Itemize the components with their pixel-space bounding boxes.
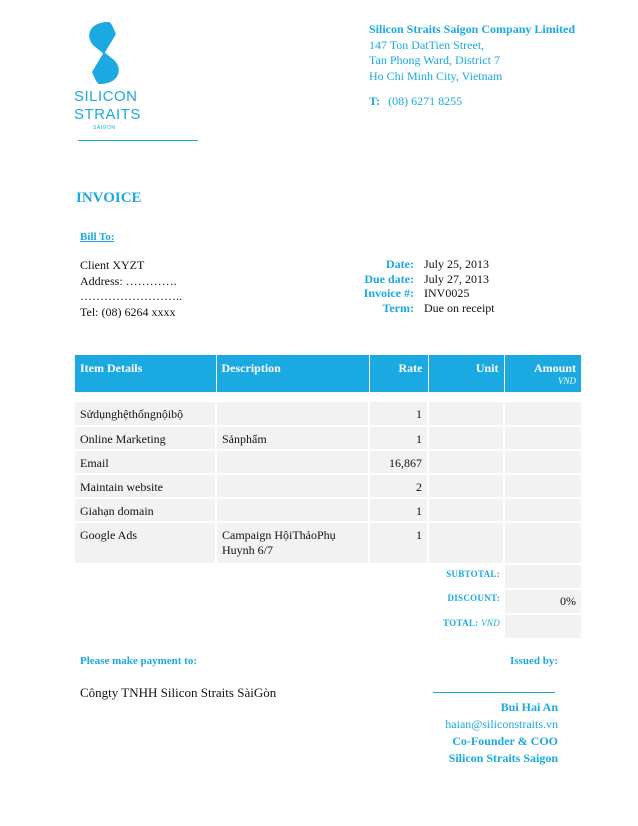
invoice-meta — [330, 257, 495, 315]
items-table — [75, 355, 581, 640]
cell-amount — [504, 450, 581, 474]
company-phone-label: T: — [369, 94, 381, 108]
logo-line-2: STRAITS — [74, 106, 141, 123]
company-address-line-2: Tan Phong Ward, District 7 — [369, 53, 500, 67]
header-item-details: Item Details — [75, 355, 216, 392]
meta-value: Due on receipt — [424, 300, 495, 315]
meta-label: Due date: — [364, 271, 414, 286]
meta-label: Invoice #: — [363, 286, 414, 300]
table-row — [75, 474, 581, 498]
total-label: TOTAL: — [443, 618, 479, 628]
company-phone-number: (08) 6271 8255 — [388, 94, 463, 108]
cell-rate: 2 — [369, 474, 428, 498]
header-rate: Rate — [369, 355, 428, 392]
cell-amount — [504, 426, 581, 450]
client-info — [80, 258, 182, 320]
subtotal-value — [504, 564, 581, 589]
table-row — [75, 402, 581, 426]
signer-block — [445, 699, 558, 767]
meta-value: July 27, 2013 — [424, 271, 490, 286]
cell-unit — [428, 402, 504, 426]
meta-row-term — [330, 301, 495, 316]
total-value — [504, 614, 581, 639]
bill-to-label: Bill To: — [80, 231, 115, 243]
cell-amount — [504, 474, 581, 498]
header-amount-label: Amount — [533, 361, 576, 375]
meta-value: INV0025 — [424, 286, 470, 300]
cell-rate: 1 — [369, 402, 428, 426]
meta-row-invoice-number — [330, 286, 495, 301]
discount-value: 0% — [504, 589, 581, 614]
table-row — [75, 498, 581, 522]
subtotal-label: SUBTOTAL: — [428, 564, 504, 589]
page-title: INVOICE — [76, 190, 142, 206]
client-address-cont: …………………….. — [80, 289, 182, 303]
company-address-line-1: 147 Ton DatTien Street, — [369, 37, 485, 52]
payee-name: Côngty TNHH Silicon Straits SàiGòn — [80, 685, 277, 700]
cell-item: Maintain website — [75, 474, 216, 498]
cell-description: Campaign HộiThảoPhụ Huynh 6/7 — [216, 522, 369, 564]
logo-line-3: SAIGON — [93, 125, 116, 131]
subtotal-row — [75, 564, 581, 589]
issued-by-label: Issued by: — [510, 655, 558, 667]
company-name: Silicon Straits Saigon Company Limited — [369, 22, 576, 36]
company-info — [369, 22, 575, 110]
signer-email[interactable]: haian@siliconstraits.vn — [445, 717, 558, 731]
client-name: Client XYZT — [80, 258, 145, 272]
company-logo — [70, 22, 140, 132]
cell-rate: 1 — [369, 498, 428, 522]
logo-divider — [78, 140, 198, 141]
total-row — [75, 614, 581, 639]
cell-unit — [428, 498, 504, 522]
cell-item: Giahạn domain — [75, 498, 216, 522]
cell-description — [216, 474, 369, 498]
cell-unit — [428, 474, 504, 498]
signer-name: Bui Hai An — [500, 700, 558, 714]
cell-unit — [428, 522, 504, 564]
signer-company: Silicon Straits Saigon — [448, 751, 558, 765]
cell-unit — [428, 450, 504, 474]
cell-item: Email — [75, 450, 216, 474]
cell-unit — [428, 426, 504, 450]
discount-label: DISCOUNT: — [428, 589, 504, 614]
cell-description — [216, 402, 369, 426]
payment-label: Please make payment to: — [80, 655, 198, 667]
total-label-cell — [428, 614, 504, 639]
meta-label: Term: — [382, 300, 414, 315]
cell-rate: 16,867 — [369, 450, 428, 474]
cell-description — [216, 450, 369, 474]
header-amount-currency: VND — [558, 376, 576, 386]
total-currency: VND — [481, 618, 500, 628]
header-description: Description — [216, 355, 369, 392]
table-header-row — [75, 355, 581, 392]
table-row — [75, 450, 581, 474]
cell-item: Online Marketing — [75, 426, 216, 450]
cell-description — [216, 498, 369, 522]
cell-amount — [504, 498, 581, 522]
meta-value: July 25, 2013 — [424, 257, 490, 271]
client-address: Address: …………. — [80, 273, 177, 288]
logo-line-1: SILICON — [74, 88, 138, 105]
cell-item: Sửdụnghệthốngnộibộ — [75, 402, 216, 426]
table-row — [75, 522, 581, 564]
client-tel: Tel: (08) 6264 xxxx — [80, 304, 176, 319]
meta-label: Date: — [386, 257, 414, 271]
header-unit: Unit — [428, 355, 504, 392]
cell-rate: 1 — [369, 426, 428, 450]
header-amount — [504, 355, 581, 392]
table-row — [75, 426, 581, 450]
logo-s-mark-icon — [78, 22, 148, 86]
meta-row-date — [330, 257, 495, 272]
table-spacer — [75, 392, 581, 402]
cell-rate: 1 — [369, 522, 428, 564]
signer-title: Co-Founder & COO — [452, 734, 558, 748]
cell-item: Google Ads — [75, 522, 216, 564]
company-address-line-3: Ho Chi Minh City, Vietnam — [369, 68, 503, 83]
cell-amount — [504, 402, 581, 426]
company-phone — [369, 94, 575, 110]
cell-amount — [504, 522, 581, 564]
cell-description: Sảnphẩm — [216, 426, 369, 450]
signature-line — [433, 692, 555, 693]
discount-row — [75, 589, 581, 614]
meta-row-due-date — [330, 272, 495, 287]
